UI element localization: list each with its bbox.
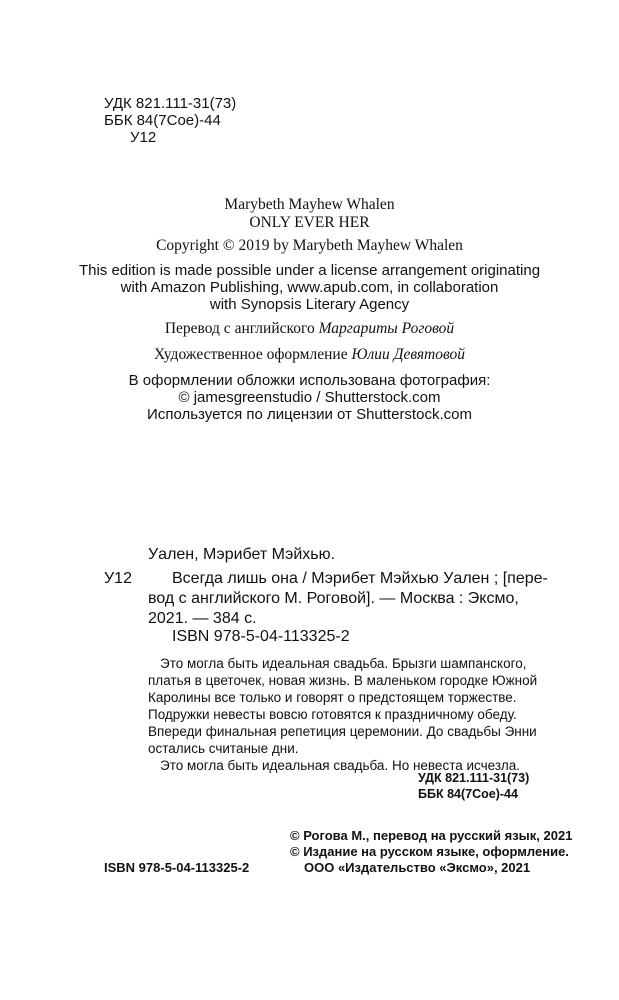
copyright-line: © Рогова М., перевод на русский язык, 2021 [290,828,573,843]
biblio-entry-line: 2021. — 384 с. [148,610,257,627]
biblio-entry [148,569,572,629]
copyright-line: © Издание на русском языке, оформление. [290,844,569,859]
biblio-cutter: У12 [104,570,132,587]
translation-prefix: Перевод с английского [164,320,319,337]
original-author: Marybeth Mayhew Whalen [224,196,395,213]
isbn-bottom: ISBN 978-5-04-113325-2 [104,860,250,875]
bbk-code: ББК 84(7Сое)-44 [104,112,221,129]
photo-line: Используется по лицензии от Shutterstock.com [147,406,472,423]
abstract [148,655,566,774]
photo-credit [0,372,619,423]
biblio-entry-line: Всегда лишь она / Мэрибет Мэйхью Уален ; [пере- [172,570,548,587]
designer-name: Юлии Девятовой [351,346,466,363]
translator-name: Маргариты Роговой [318,320,455,337]
footer-codes [418,770,529,802]
original-title: ONLY EVER HER [249,214,370,231]
biblio-entry-line: вод с английского М. Роговой]. — Москва : Эксмо, [148,590,519,607]
abstract-paragraph: Это могла быть идеальная свадьба. Но невеста исчезла. [160,758,521,773]
copyright-line: ООО «Издательство «Эксмо», 2021 [304,860,531,875]
cutter-code: У12 [130,129,157,146]
abstract-paragraph: Это могла быть идеальная свадьба. Брызги шампанского, платья в цветочек, новая жизнь. В маленьком городке Южной Каролины все только и говорят о предстоящем торжестве. Подружки невесты вовсю готовятся к праздничному обеду. Впереди финальная репетиция церемонии. До свадьбы Энни остались считаные дни. [148,656,538,756]
design-credit [0,346,619,364]
copyright-block [290,828,572,876]
copyright-line: Copyright © 2019 by Marybeth Mayhew Whalen [156,237,463,254]
design-prefix: Художественное оформление [153,346,352,363]
license-line: with Amazon Publishing, www.apub.com, in collaboration [120,279,499,296]
photo-line: © jamesgreenstudio / Shutterstock.com [178,389,441,406]
license-line: This edition is made possible under a license arrangement originating [78,262,541,279]
translation-credit [0,320,619,338]
license-line: with Synopsis Literary Agency [209,296,410,313]
biblio-heading: Уален, Мэрибет Мэйхью. [148,546,336,563]
license-block [0,262,619,313]
udk-code: УДК 821.111-31(73) [104,95,237,112]
footer-udk: УДК 821.111-31(73) [418,771,530,785]
classification-codes [104,95,236,146]
photo-line: В оформлении обложки использована фотография: [128,372,491,389]
biblio-isbn: ISBN 978-5-04-113325-2 [172,628,350,645]
footer-bbk: ББК 84(7Сое)-44 [418,787,518,801]
